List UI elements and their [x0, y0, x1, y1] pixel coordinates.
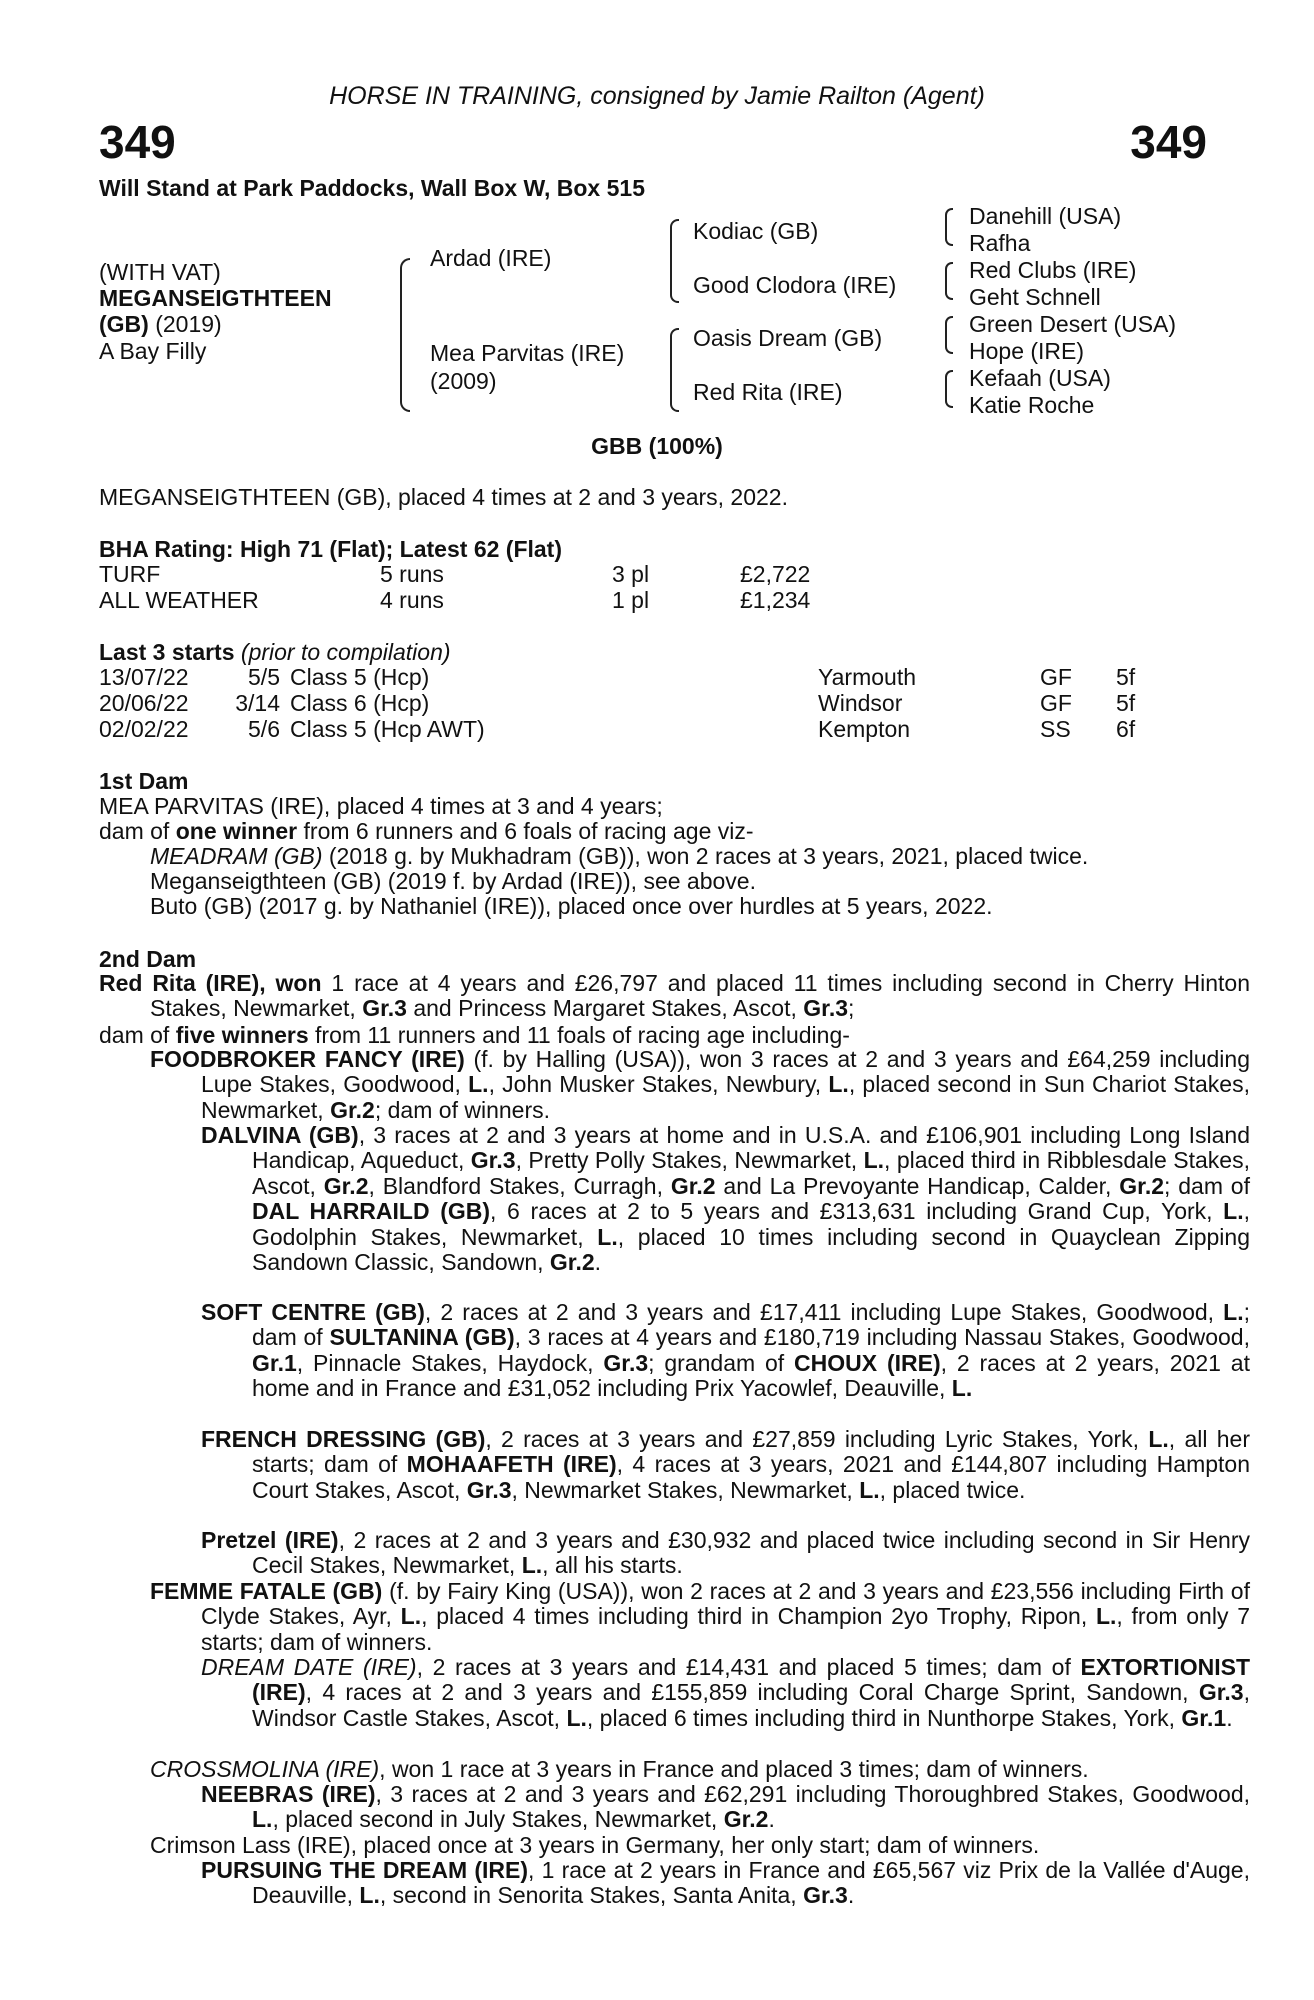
- text-run: , from only 7 starts; dam of winners.: [201, 1603, 1250, 1655]
- start-date: 02/02/22: [99, 716, 189, 742]
- grade-label: L.: [1148, 1426, 1169, 1452]
- pedigree-gen2-1: Kodiac (GB): [693, 218, 819, 244]
- grade-label: Gr.3: [466, 1476, 512, 1503]
- produce-entry-soft-centre: [201, 1300, 1250, 1402]
- pedigree-brace-3c: [945, 316, 953, 354]
- start-going: GF: [1040, 664, 1072, 690]
- start-going: SS: [1040, 716, 1071, 742]
- text-run: ; grandam of: [648, 1349, 795, 1376]
- pedigree-gen2-4: Red Rita (IRE): [693, 379, 843, 405]
- start-course: Yarmouth: [818, 664, 917, 690]
- text-run: (2018 g. by Mukhadram (GB)), won 2 races at 3 years, 2021, placed twice.: [322, 843, 1089, 869]
- start-distance: 5f: [1116, 690, 1136, 716]
- pedigree-brace-3d: [945, 370, 953, 408]
- grade-label: L.: [951, 1375, 973, 1402]
- produce-name: SOFT CENTRE (GB): [201, 1299, 425, 1325]
- produce-name: FRENCH DRESSING (GB): [201, 1426, 486, 1452]
- consignor-header: HORSE IN TRAINING, consigned by Jamie Railton (Agent): [329, 82, 985, 110]
- text-run: , 2 races at 2 years, 2021 at home and in France and £31,052 including Prix Yacowlef, Deauville,: [252, 1349, 1250, 1402]
- text-run: .: [768, 1806, 775, 1833]
- pedigree-gen3-7: Kefaah (USA): [969, 365, 1111, 391]
- text-run: , Pinnacle Stakes, Haydock,: [296, 1349, 604, 1376]
- grade-label: L.: [566, 1704, 587, 1731]
- lot-number-left: 349: [99, 116, 176, 168]
- produce-entry-foodbroker: [150, 1047, 1250, 1123]
- produce-name: NEEBRAS (IRE): [201, 1781, 376, 1807]
- bha-rating-title: BHA Rating: High 71 (Flat); Latest 62 (Flat): [99, 536, 562, 562]
- horse-name: MEGANSEIGTHTEEN: [99, 285, 332, 311]
- text-run: , 2 races at 3 years and £14,431 and placed 5 times; dam of: [416, 1654, 1081, 1680]
- grade-label: L.: [252, 1806, 273, 1833]
- text-run: 1 race at 4 years and £26,797 and placed 11 times including second in Cherry Hinton Stakes, Newmarket,: [150, 970, 1250, 1022]
- rating-runs: 5 runs: [380, 561, 444, 587]
- grade-label: L.: [863, 1147, 885, 1174]
- pedigree-dam-year: (2009): [430, 368, 497, 394]
- grade-label: Gr.3: [803, 1882, 848, 1909]
- text-run: , placed twice.: [879, 1476, 1026, 1503]
- produce-name: DREAM DATE (IRE): [201, 1654, 417, 1680]
- rating-earnings: £2,722: [740, 561, 811, 587]
- horse-origin: [99, 311, 222, 337]
- pedigree-brace-2a: [670, 219, 679, 303]
- horse-country: (GB): [99, 311, 149, 337]
- produce-name: PURSUING THE DREAM (IRE): [201, 1857, 529, 1883]
- produce-name: DAL HARRAILD (GB): [252, 1198, 491, 1225]
- text-run: , placed third in Ribblesdale Stakes, Ascot,: [252, 1147, 1250, 1199]
- rating-placed: 3 pl: [612, 561, 650, 587]
- start-race: Class 5 (Hcp AWT): [290, 716, 485, 742]
- grade-label: L.: [400, 1603, 422, 1630]
- grade-label: Gr.3: [1198, 1679, 1244, 1706]
- grade-label: Gr.2: [330, 1096, 375, 1123]
- produce-name: CHOUX (IRE): [794, 1349, 941, 1376]
- vat-note: (WITH VAT): [99, 259, 221, 285]
- race-summary: MEGANSEIGTHTEEN (GB), placed 4 times at 2 and 3 years, 2022.: [99, 484, 788, 510]
- first-dam-produce-line: [99, 818, 754, 844]
- pedigree-gen2-3: Oasis Dream (GB): [693, 325, 883, 351]
- produce-entry-femme-fatale: [150, 1579, 1250, 1655]
- grade-label: L.: [1095, 1603, 1117, 1630]
- grade-label: L.: [468, 1071, 489, 1098]
- text-run: , placed 4 times including third in Champion 2yo Trophy, Ripon,: [421, 1603, 1096, 1630]
- text-run: , placed second in Sun Chariot Stakes, Newmarket,: [201, 1071, 1250, 1123]
- lot-number-right: 349: [1130, 116, 1207, 168]
- start-race: Class 6 (Hcp): [290, 690, 430, 716]
- produce-name: FEMME FATALE (GB): [150, 1578, 383, 1604]
- produce-name: DALVINA (GB): [201, 1122, 359, 1148]
- first-dam-title: 1st Dam: [99, 768, 189, 794]
- text-run: , all her starts; dam of: [252, 1426, 1250, 1478]
- grade-label: Gr.2: [323, 1172, 369, 1199]
- text-run: , second in Senorita Stakes, Santa Anita,: [379, 1882, 804, 1909]
- text-run: , 2 races at 2 and 3 years and £17,411 including Lupe Stakes, Goodwood,: [424, 1299, 1224, 1325]
- start-distance: 5f: [1116, 664, 1136, 690]
- produce-entry: [150, 843, 1088, 869]
- pedigree-brace-3a: [945, 208, 953, 246]
- grade-label: Gr.2: [723, 1806, 769, 1833]
- produce-name: SULTANINA (GB): [329, 1324, 515, 1351]
- text-run: .: [847, 1882, 855, 1909]
- text-run: , 4 races at 2 and 3 years and £155,859 including Coral Charge Sprint, Sandown,: [305, 1679, 1199, 1706]
- produce-name: FOODBROKER FANCY (IRE): [150, 1046, 465, 1072]
- last-starts-note: (prior to compilation): [240, 639, 451, 665]
- start-position: 5/6: [248, 716, 280, 742]
- grade-label: Gr.3: [362, 995, 407, 1022]
- produce-name: EXTORTIONIST (IRE): [252, 1654, 1250, 1706]
- pedigree-brace-1: [400, 258, 410, 412]
- produce-name: MEADRAM (GB): [150, 843, 323, 869]
- text-run: , 3 races at 2 and 3 years and £62,291 including Thoroughbred Stakes, Goodwood,: [375, 1781, 1250, 1807]
- grade-label: Gr.3: [470, 1147, 516, 1174]
- text-run: ; dam of: [1164, 1172, 1250, 1199]
- text-run: , placed second in July Stakes, Newmarket,: [272, 1806, 724, 1833]
- grade-label: Gr.1: [252, 1349, 297, 1376]
- text-run: (f. by Halling (USA)), won 3 races at 2 and 3 years and £64,259 including Lupe Stakes, Goodwood,: [201, 1046, 1250, 1098]
- grade-label: L.: [1223, 1198, 1244, 1225]
- rating-earnings: £1,234: [740, 587, 811, 613]
- text-run: , Godolphin Stakes, Newmarket,: [252, 1198, 1250, 1250]
- text-run: , won 1 race at 3 years in France and placed 3 times; dam of winners.: [379, 1756, 1089, 1782]
- start-course: Windsor: [818, 690, 903, 716]
- start-distance: 6f: [1116, 716, 1136, 742]
- first-dam-line: MEA PARVITAS (IRE), placed 4 times at 3 and 4 years;: [99, 793, 663, 819]
- grade-label: Gr.3: [603, 1349, 649, 1376]
- text-run: dam of: [99, 1022, 176, 1048]
- dam-name: Red Rita (IRE), won: [99, 970, 322, 996]
- gbb-note: GBB (100%): [591, 433, 723, 459]
- produce-entry-dalvina: [201, 1123, 1250, 1275]
- pedigree-gen3-5: Green Desert (USA): [969, 311, 1177, 337]
- winner-count: one winner: [175, 818, 298, 844]
- horse-description: A Bay Filly: [99, 338, 207, 364]
- last-starts-title: [99, 639, 451, 665]
- text-run: from 11 runners and 11 foals of racing age including-: [308, 1022, 850, 1048]
- pedigree-brace-3b: [945, 262, 953, 300]
- start-date: 13/07/22: [99, 664, 189, 690]
- second-dam-record: [99, 971, 1250, 1022]
- text-run: dam of: [99, 818, 176, 844]
- start-going: GF: [1040, 690, 1072, 716]
- rating-placed: 1 pl: [612, 587, 650, 613]
- produce-entry-pretzel: [201, 1528, 1250, 1579]
- text-run: ; dam of winners.: [374, 1096, 550, 1123]
- text-run: , 3 races at 2 and 3 years at home and in U.S.A. and £106,901 including Long Island Handicap, Aqueduct,: [252, 1122, 1250, 1174]
- text-run: , Blandford Stakes, Curragh,: [368, 1172, 671, 1199]
- horse-year: (2019): [155, 311, 222, 337]
- last-starts-label: Last 3 starts: [99, 639, 235, 665]
- start-position: 3/14: [235, 690, 280, 716]
- produce-entry-crimson-lass: Crimson Lass (IRE), placed once at 3 years in Germany, her only start; dam of winners.: [150, 1832, 1040, 1858]
- grade-label: L.: [521, 1552, 543, 1579]
- produce-name: MOHAAFETH (IRE): [406, 1451, 617, 1478]
- text-run: .: [594, 1249, 602, 1276]
- text-run: and Princess Margaret Stakes, Ascot,: [406, 995, 804, 1022]
- produce-name: Pretzel (IRE): [201, 1527, 339, 1553]
- second-dam-produce-line: [99, 1022, 850, 1048]
- second-dam-title: 2nd Dam: [99, 946, 197, 972]
- text-run: and La Prevoyante Handicap, Calder,: [715, 1172, 1120, 1199]
- pedigree-gen3-3: Red Clubs (IRE): [969, 257, 1137, 283]
- text-run: .: [1226, 1704, 1233, 1731]
- text-run: , 2 races at 2 and 3 years and £30,932 and placed twice including second in Sir Henry Cecil Stakes, Newmarket,: [252, 1527, 1250, 1579]
- start-position: 5/5: [248, 664, 280, 690]
- text-run: , 4 races at 3 years, 2021 and £144,807 including Hampton Court Stakes, Ascot,: [252, 1451, 1250, 1503]
- grade-label: L.: [1223, 1299, 1244, 1325]
- text-run: ;: [848, 995, 855, 1022]
- pedigree-gen2-2: Good Clodora (IRE): [693, 272, 897, 298]
- pedigree-gen3-2: Rafha: [969, 230, 1031, 256]
- grade-label: L.: [597, 1223, 618, 1250]
- grade-label: Gr.2: [670, 1172, 716, 1199]
- winner-count: five winners: [175, 1022, 309, 1048]
- start-race: Class 5 (Hcp): [290, 664, 430, 690]
- produce-entry-crossmolina: [150, 1757, 1250, 1782]
- text-run: , 6 races at 2 to 5 years and £313,631 including Grand Cup, York,: [490, 1198, 1224, 1225]
- start-date: 20/06/22: [99, 690, 189, 716]
- grade-label: Gr.3: [803, 995, 849, 1022]
- grade-label: Gr.2: [1119, 1172, 1165, 1199]
- grade-label: L.: [359, 1882, 380, 1909]
- text-run: , Pretty Polly Stakes, Newmarket,: [515, 1147, 864, 1174]
- text-run: , 1 race at 2 years in France and £65,567 viz Prix de la Vallée d'Auge, Deauville,: [252, 1857, 1250, 1909]
- produce-entry-neebras: [201, 1782, 1250, 1833]
- produce-name: CROSSMOLINA (IRE): [150, 1756, 380, 1782]
- pedigree-gen3-8: Katie Roche: [969, 392, 1095, 418]
- rating-runs: 4 runs: [380, 587, 444, 613]
- stand-location: Will Stand at Park Paddocks, Wall Box W, Box 515: [99, 175, 645, 201]
- text-run: , 2 races at 3 years and £27,859 including Lyric Stakes, York,: [485, 1426, 1149, 1452]
- pedigree-gen3-4: Geht Schnell: [969, 284, 1101, 310]
- grade-label: Gr.1: [1181, 1704, 1227, 1731]
- pedigree-sire: Ardad (IRE): [430, 245, 552, 271]
- pedigree-dam: Mea Parvitas (IRE): [430, 340, 625, 366]
- rating-surface: ALL WEATHER: [99, 587, 259, 613]
- produce-entry-pursuing-the-dream: [201, 1858, 1250, 1909]
- text-run: , Newmarket Stakes, Newmarket,: [511, 1476, 860, 1503]
- produce-entry-french-dressing: [201, 1427, 1250, 1503]
- rating-surface: TURF: [99, 561, 161, 587]
- text-run: (f. by Fairy King (USA)), won 2 races at 2 and 3 years and £23,556 including Firth of Clyde Stakes, Ayr,: [201, 1578, 1250, 1630]
- text-run: , placed 10 times including second in Quayclean Zipping Sandown Classic, Sandown,: [252, 1223, 1250, 1276]
- text-run: , John Musker Stakes, Newbury,: [488, 1071, 829, 1098]
- start-course: Kempton: [818, 716, 911, 742]
- grade-label: Gr.2: [549, 1249, 595, 1276]
- produce-entry-dream-date: [201, 1655, 1250, 1731]
- text-run: ; dam of: [252, 1299, 1250, 1351]
- text-run: , all his starts.: [542, 1552, 683, 1579]
- text-run: , placed 6 times including third in Nunthorpe Stakes, York,: [586, 1704, 1182, 1731]
- grade-label: L.: [828, 1071, 849, 1098]
- text-run: from 6 runners and 6 foals of racing age viz-: [297, 818, 754, 844]
- text-run: , Windsor Castle Stakes, Ascot,: [252, 1679, 1250, 1731]
- grade-label: L.: [859, 1476, 880, 1503]
- produce-entry: Buto (GB) (2017 g. by Nathaniel (IRE)), placed once over hurdles at 5 years, 2022.: [150, 893, 993, 919]
- pedigree-gen3-6: Hope (IRE): [969, 338, 1085, 364]
- text-run: , 3 races at 4 years and £180,719 including Nassau Stakes, Goodwood,: [514, 1324, 1250, 1351]
- produce-entry: Meganseigthteen (GB) (2019 f. by Ardad (IRE)), see above.: [150, 868, 756, 894]
- pedigree-gen3-1: Danehill (USA): [969, 203, 1122, 229]
- pedigree-brace-2b: [670, 328, 679, 412]
